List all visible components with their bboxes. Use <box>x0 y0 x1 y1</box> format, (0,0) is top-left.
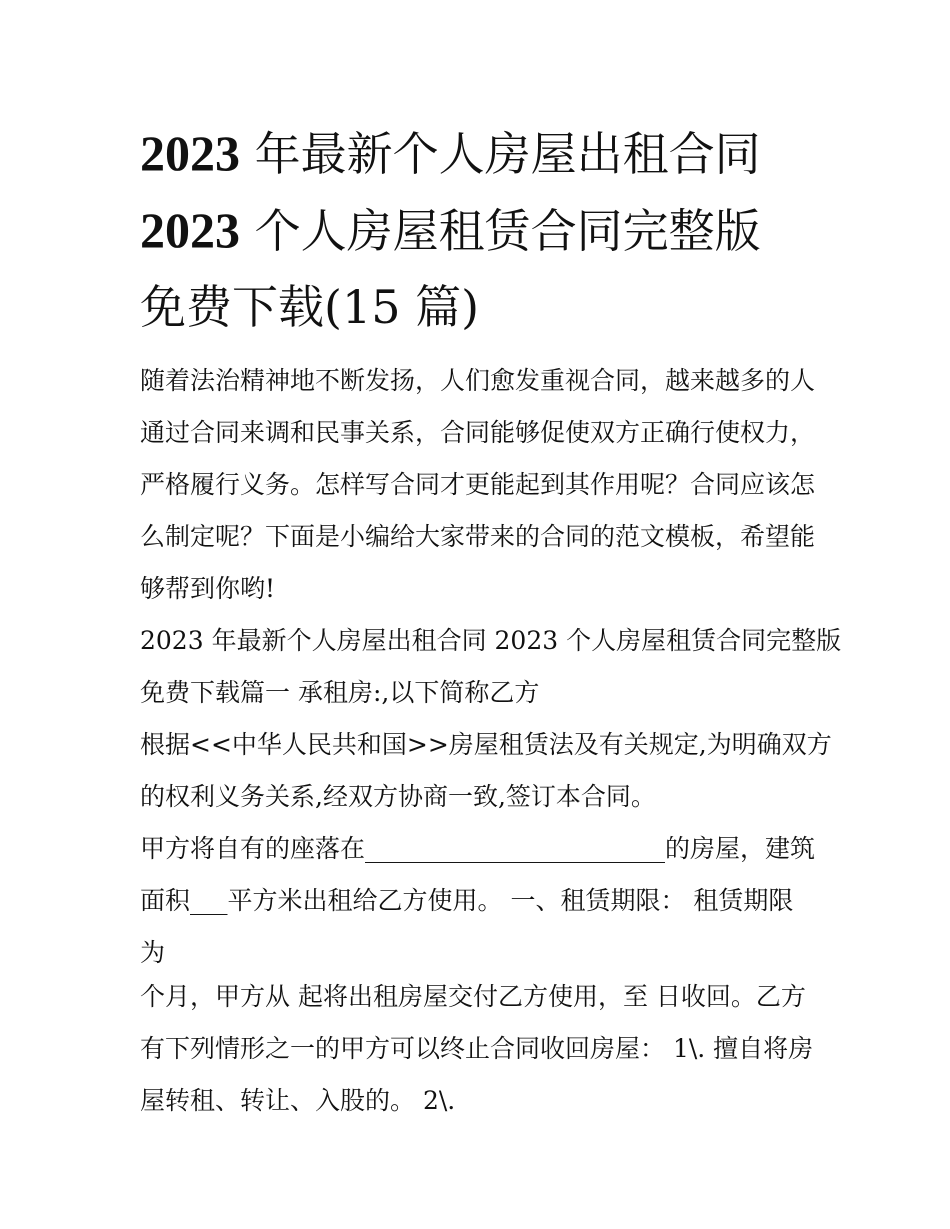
body-line-9: 的权利义务关系,经双方协商一致,签订本合同。 <box>140 782 656 811</box>
title-text-2: 个人房屋租赁合同完整版 <box>240 204 761 258</box>
body-line-14: 有下列情形之一的甲方可以终止合同收回房屋： 1\. 擅自将房 <box>140 1034 814 1063</box>
body-line-7: 免费下载篇一 承租房:,以下简称乙方 <box>140 678 540 707</box>
body-line-15: 屋转租、转让、入股的。 2\. <box>140 1086 456 1115</box>
title-text-3: 免费下载(15 篇) <box>140 280 480 334</box>
body-line-12: 为 <box>140 938 166 967</box>
title-text-1: 年最新个人房屋出租合同 <box>240 127 761 181</box>
title-year-2: 2023 <box>140 202 240 258</box>
body-line-4: 么制定呢？下面是小编给大家带来的合同的范文模板，希望能 <box>140 522 816 551</box>
document-title <box>140 115 820 346</box>
body-line-8: 根据<<中华人民共和国>>房屋租赁法及有关规定,为明确双方 <box>140 730 832 759</box>
body-line-5: 够帮到你哟! <box>140 574 276 603</box>
title-year-1: 2023 <box>140 125 240 181</box>
body-line-1: 随着法治精神地不断发扬，人们愈发重视合同，越来越多的人 <box>140 366 816 395</box>
title-line-1 <box>140 115 820 192</box>
body-line-13: 个月，甲方从 起将出租房屋交付乙方使用，至 日收回。乙方 <box>140 982 806 1011</box>
body-line-2: 通过合同来调和民事关系，合同能够促使双方正确行使权力， <box>140 418 816 447</box>
document-body <box>140 355 842 1127</box>
body-line-11: 面积___平方米出租给乙方使用。 一、租赁期限： 租赁期限 <box>140 886 794 915</box>
body-line-10: 甲方将自有的座落在________________________的房屋，建筑 <box>140 834 816 863</box>
title-line-2 <box>140 192 820 269</box>
body-line-6: 2023 年最新个人房屋出租合同 2023 个人房屋租赁合同完整版 <box>140 626 842 655</box>
title-line-3 <box>140 269 820 346</box>
body-line-3: 严格履行义务。怎样写合同才更能起到其作用呢？合同应该怎 <box>140 470 816 499</box>
